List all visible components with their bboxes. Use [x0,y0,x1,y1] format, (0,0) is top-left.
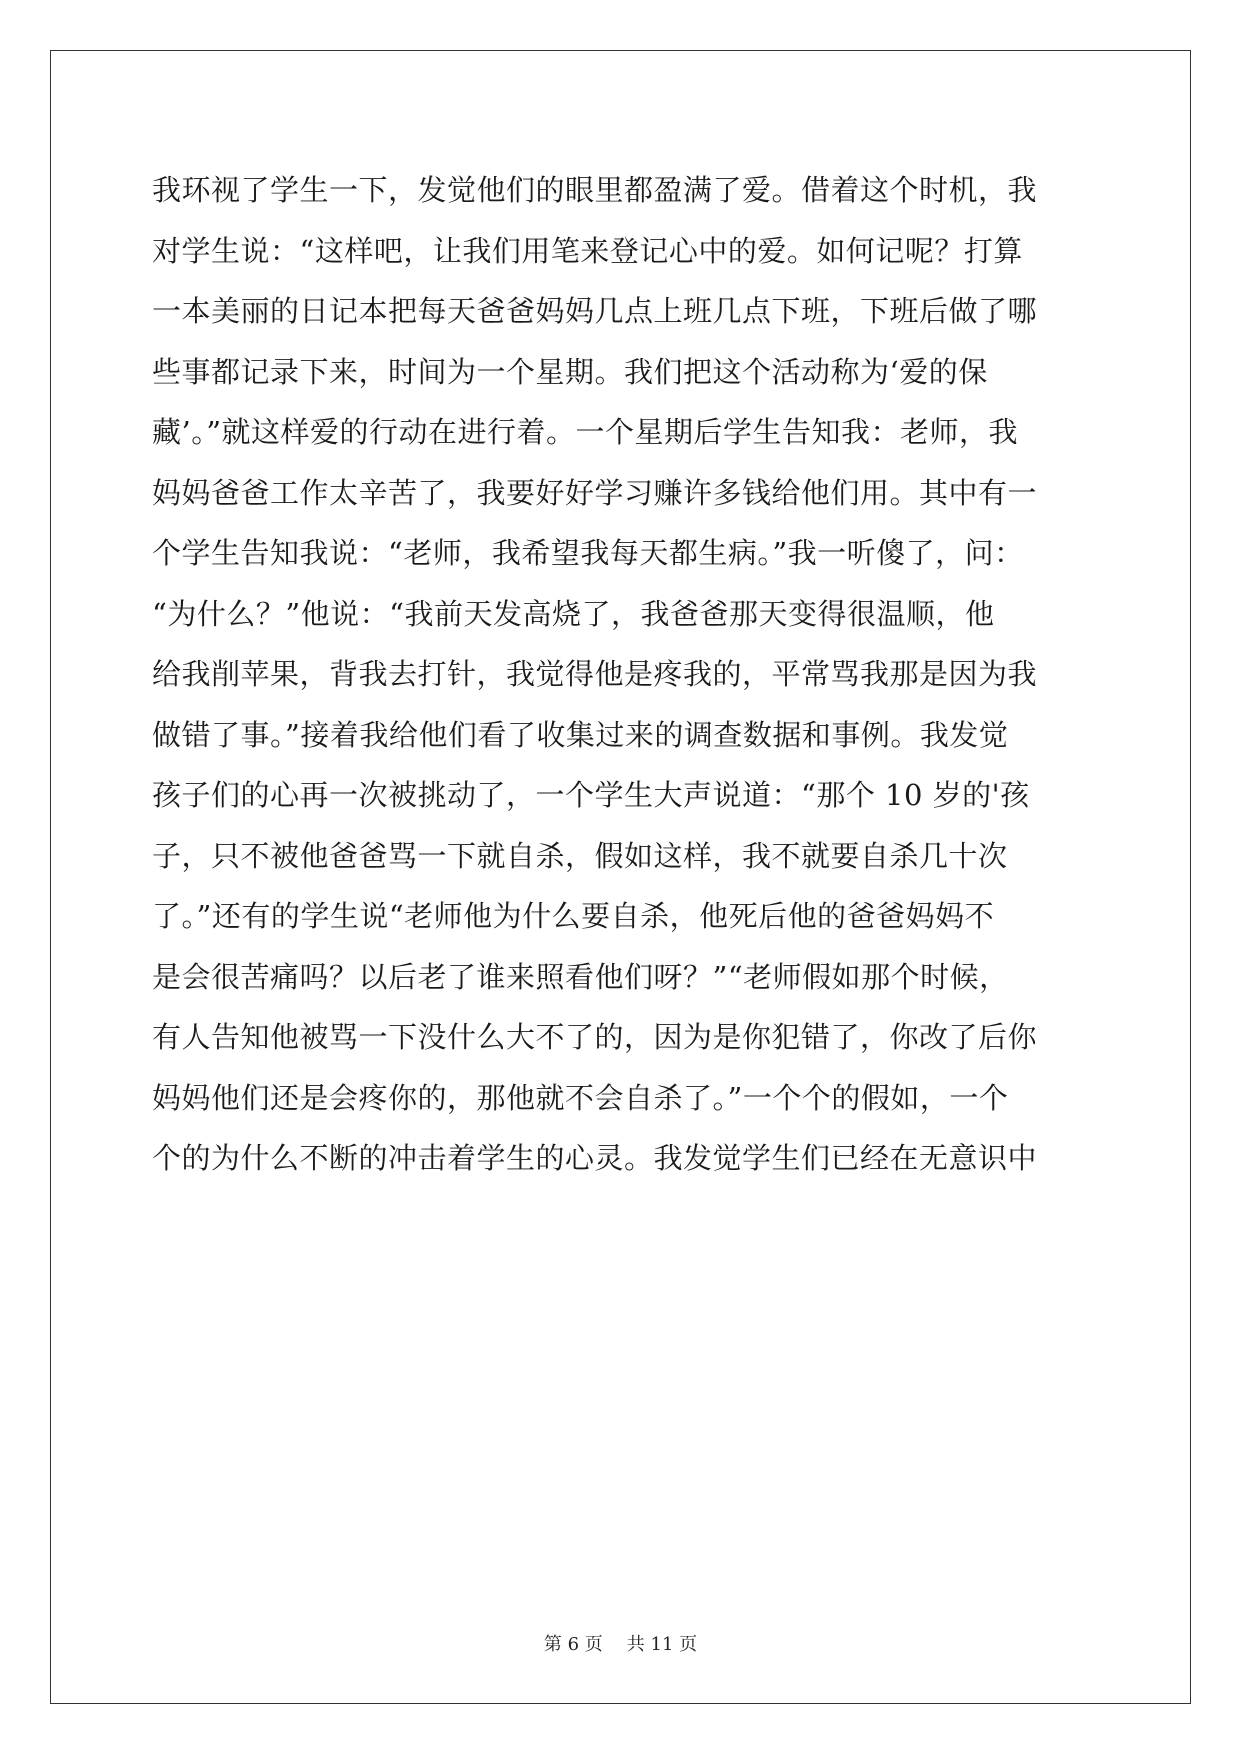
text-line: 个的为什么不断的冲击着学生的心灵。我发觉学生们已经在无意识中 [152,1141,1038,1175]
text-line: 一本美丽的日记本把每天爸爸妈妈几点上班几点下班，下班后做了哪 [152,294,1038,328]
text-line: 对学生说：“这样吧，让我们用笔来登记心中的爱。如何记呢？打算 [152,233,1023,268]
text-line: 有人告知他被骂一下没什么大不了的，因为是你犯错了，你改了后你 [152,1020,1038,1054]
body-text [152,160,1092,1189]
text-line: 给我削苹果，背我去打针，我觉得他是疼我的，平常骂我那是因为我 [152,657,1038,691]
page-footer [0,1630,1241,1656]
text-line: 孩子们的心再一次被挑动了，一个学生大声说道：“那个 10 岁的'孩 [152,778,1030,812]
page-total: 共 11 页 [626,1634,698,1655]
text-line: 藏’。”就这样爱的行动在进行着。一个星期后学生告知我：老师，我 [152,415,1019,449]
text-line: 些事都记录下来，时间为一个星期。我们把这个活动称为‘爱的保 [152,354,988,389]
text-line: 我环视了学生一下，发觉他们的眼里都盈满了爱。借着这个时机，我 [152,173,1038,207]
text-line: 妈妈他们还是会疼你的，那他就不会自杀了。”一个个的假如，一个 [152,1080,1009,1115]
text-line: “为什么？”他说：“我前天发高烧了，我爸爸那天变得很温顺，他 [152,596,995,631]
text-line: 了。”还有的学生说“老师他为什么要自杀，他死后他的爸爸妈妈不 [152,899,995,933]
text-line: 是会很苦痛吗？以后老了谁来照看他们呀？”“老师假如那个时候， [152,959,1009,994]
text-line: 子，只不被他爸爸骂一下就自杀，假如这样，我不就要自杀几十次 [152,838,1008,873]
text-line: 做错了事。”接着我给他们看了收集过来的调查数据和事例。我发觉 [152,717,1009,752]
text-line: 妈妈爸爸工作太辛苦了，我要好好学习赚许多钱给他们用。其中有一 [152,475,1038,510]
page-number: 第 6 页 [543,1634,603,1655]
text-line: 个学生告知我说：“老师，我希望我每天都生病。”我一听傻了，问： [152,536,1024,570]
